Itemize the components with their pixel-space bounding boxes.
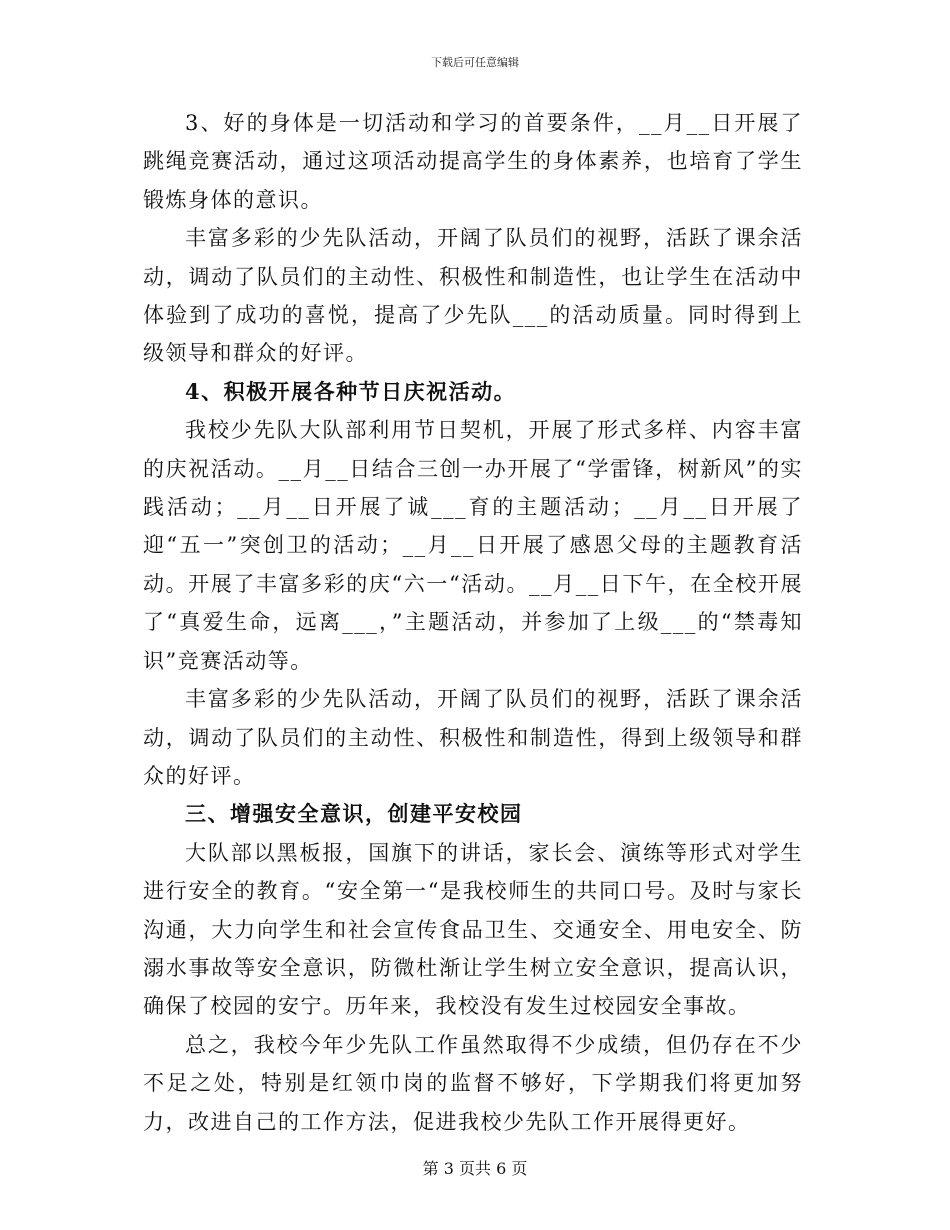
paragraph-jump-rope: 3、好的身体是一切活动和学习的首要条件，__月__日开展了跳绳竞赛活动，通过这项活动提高学生的身体素养，也培育了学生锻炼身体的意识。 [143,111,803,212]
paragraph-activities-summary: 丰富多彩的少先队活动，开阔了队员们的视野，活跃了课余活动，调动了队员们的主动性、积极性和制造性，也让学生在活动中体验到了成功的喜悦，提高了少先队___的活动质量。同时得到上级领导和群众的好评。 [143,226,803,366]
paragraph-conclusion: 总之，我校今年少先队工作虽然取得不少成绩，但仍存在不少不足之处，特别是红领巾岗的监督不够好，下学期我们将更加努力，改进自己的工作方法，促进我校少先队工作开展得更好。 [143,1032,803,1134]
page-number-footer: 第 3 页共 6 页 [422,1159,528,1178]
paragraph-activities-summary-2: 丰富多彩的少先队活动，开阔了队员们的视野，活跃了课余活动，调动了队员们的主动性、积极性和制造性，得到上级领导和群众的好评。 [143,687,803,788]
section-heading-safety: 三、增强安全意识，创建平安校园 [185,801,523,827]
paragraph-safety-education: 大队部以黑板报，国旗下的讲话，家长会、演练等形式对学生进行安全的教育。“安全第一“是我校师生的共同口号。及时与家长沟通，大力向学生和社会宣传食品卫生、交通安全、用电安全、防溺水事故等安全意识，防微杜渐让学生树立安全意识，提高认识，确保了校园的安宁。历年来，我校没有发生过校园安全事故。 [143,840,803,1019]
paragraph-festival-activities: 我校少先队大队部利用节日契机，开展了形式多样、内容丰富的庆祝活动。__月__日结合三创一办开展了“学雷锋，树新风”的实践活动；__月__日开展了诚___育的主题活动；__月__日开展了迎“五一”突创卫的活动；__月__日开展了感恩父母的主题教育活动。开展了丰富多彩的庆“六一“活动。__月__日下午，在全校开展了“真爱生命，远离___，”主题活动，并参加了上级___的“禁毒知识”竞赛活动等。 [143,418,803,673]
section-heading-festivals: 4、积极开展各种节日庆祝活动。 [185,378,517,404]
document-body [143,104,803,1141]
page-header: 下载后可任意编辑 [431,56,519,69]
